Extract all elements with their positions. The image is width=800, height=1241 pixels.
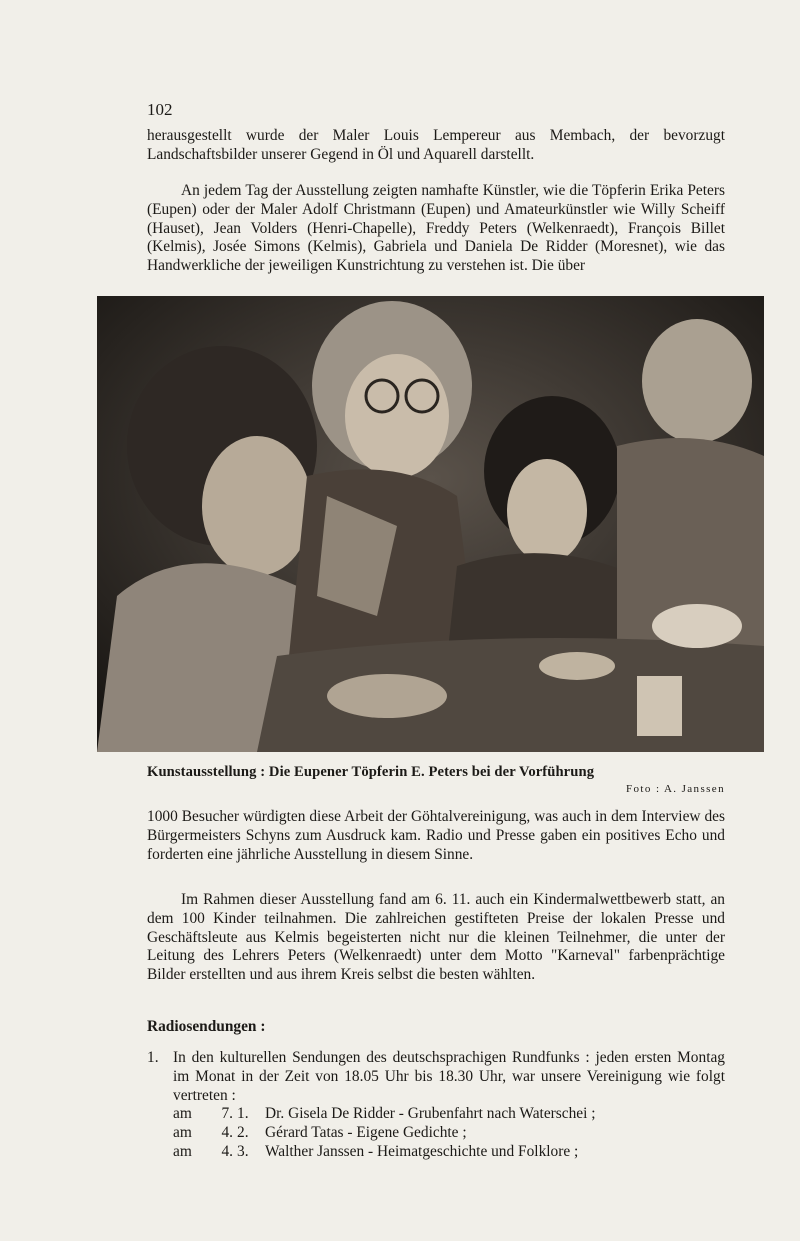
paragraph-visitors: 1000 Besucher würdigten diese Arbeit der Göhtalvereinigung, was auch in dem Interview des Bürgermeisters Schyns zum Ausdruck kam. Radio und Presse gaben ein positives Echo und forderten eine jährliche Ausstellung in diesem Sinne.	[147, 808, 725, 863]
entry-am: am	[173, 1105, 192, 1123]
page-number: 102	[147, 100, 173, 119]
paragraph-competition: Im Rahmen dieser Ausstellung fand am 6. 11. auch ein Kindermalwettbewerb statt, an dem 100 Kinder teilnahmen. Die zahlreichen gestifteten Preise der lokalen Presse und Geschäftsleute aus Kelmis begeisterten nicht nur die kleinen Teilnehmer, die unter der Leitung des Lehrers Peters (Welkenraedt) unter dem Motto "Karneval" farbenprächtige Bilder erstellten und aus ihrem Kreis selbst die besten wählten.	[147, 891, 725, 984]
entry-text: Gérard Tatas - Eigene Gedichte ;	[265, 1124, 467, 1142]
photo-caption: Kunstausstellung : Die Eupener Töpferin E. Peters bei der Vorführung	[147, 764, 595, 780]
broadcast-entry	[147, 1143, 725, 1162]
exhibition-photo	[97, 296, 764, 752]
list-item	[147, 1049, 725, 1105]
entry-day: 7.	[221, 1105, 233, 1123]
photo-credit: Foto : A. Janssen	[626, 783, 725, 795]
list-number: 1.	[147, 1049, 159, 1066]
photo-illustration	[97, 296, 764, 752]
entry-month: 2.	[237, 1124, 249, 1142]
entry-am: am	[173, 1142, 192, 1160]
entry-text: Dr. Gisela De Ridder - Grubenfahrt nach Waterschei ;	[265, 1105, 596, 1123]
section-heading: Radiosendungen :	[147, 1018, 266, 1035]
entry-day: 4.	[221, 1124, 233, 1142]
list-text: In den kulturellen Sendungen des deutschsprachigen Rundfunks : jeden ersten Montag im Monat in der Zeit von 18.05 Uhr bis 18.30 Uhr, war unsere Vereinigung wie folgt vertreten :	[173, 1049, 725, 1104]
entry-day: 4.	[221, 1142, 233, 1160]
entry-month: 1.	[237, 1105, 249, 1123]
entry-month: 3.	[237, 1142, 249, 1160]
paragraph-artists: An jedem Tag der Ausstellung zeigten namhafte Künstler, wie die Töpferin Erika Peters (Eupen) oder der Maler Adolf Christmann (Eupen) und Amateurkünstler wie Willy Scheiff (Hauset), Jean Volders (Henri-Chapelle), Freddy Peters (Welkenraedt), François Billet (Kelmis), Josée Simons (Kelmis), Gabriela und Daniela De Ridder (Moresnet), wie das Handwerkliche der jeweiligen Kunstrichtung zu verstehen ist. Die über	[147, 182, 725, 275]
broadcast-entry	[147, 1124, 725, 1143]
paragraph-lempereur: herausgestellt wurde der Maler Louis Lempereur aus Membach, der bevorzugt Landschaftsbilder unserer Gegend in Öl und Aquarell darstellt.	[147, 127, 725, 163]
radio-list	[147, 1049, 725, 1162]
entry-text: Walther Janssen - Heimatgeschichte und Folklore ;	[265, 1142, 579, 1160]
entry-am: am	[173, 1124, 192, 1142]
broadcast-entry	[147, 1105, 725, 1124]
